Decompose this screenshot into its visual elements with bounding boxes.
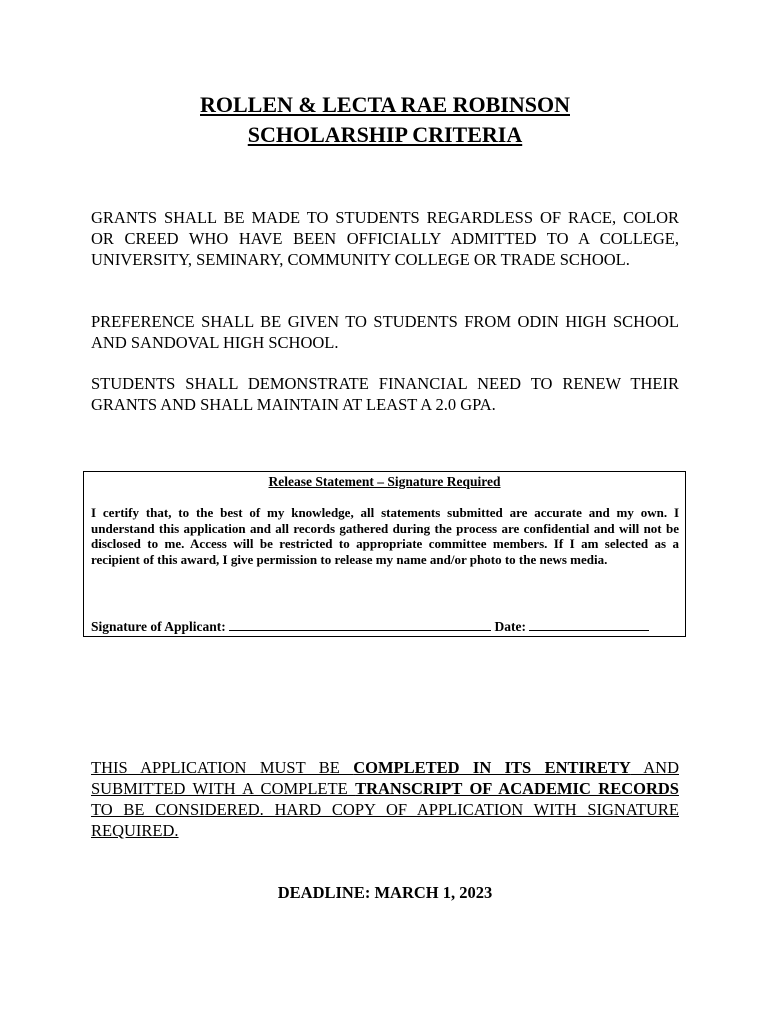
notice-emphasis-2: TRANSCRIPT OF ACADEMIC RECORDS bbox=[355, 779, 679, 798]
criteria-paragraph-1: GRANTS SHALL BE MADE TO STUDENTS REGARDLESS OF RACE, COLOR OR CREED WHO HAVE BEEN OFFICIALLY ADMITTED TO A COLLEGE, UNIVERSITY, SEMINARY, COMMUNITY COLLEGE OR TRADE SCHOOL. bbox=[91, 208, 679, 269]
title-line-1: ROLLEN & LECTA RAE ROBINSON bbox=[200, 92, 570, 117]
page-title bbox=[0, 90, 770, 150]
date-field[interactable] bbox=[529, 619, 649, 631]
criteria-paragraph-2: PREFERENCE SHALL BE GIVEN TO STUDENTS FROM ODIN HIGH SCHOOL AND SANDOVAL HIGH SCHOOL. bbox=[91, 312, 679, 352]
deadline: DEADLINE: MARCH 1, 2023 bbox=[277, 883, 493, 902]
release-statement-box bbox=[83, 471, 686, 637]
release-body: I certify that, to the best of my knowledge, all statements submitted are accurate and my own. I understand this application and all records gathered during the process are confidential and will not be disclosed to me. Access will be restricted to appropriate committee members. If I am selected as a recipient of this award, I give permission to release my name and/or photo to the news media. bbox=[91, 505, 679, 567]
release-heading: Release Statement – Signature Required bbox=[268, 474, 501, 489]
signature-row bbox=[91, 619, 681, 635]
notice-text-1: THIS APPLICATION MUST BE bbox=[91, 758, 354, 777]
notice-text-3: TO BE CONSIDERED. HARD COPY OF APPLICATION WITH SIGNATURE REQUIRED. bbox=[91, 800, 679, 840]
submission-notice bbox=[91, 757, 679, 841]
notice-emphasis-1: COMPLETED IN ITS ENTIRETY bbox=[353, 758, 631, 777]
title-line-2: SCHOLARSHIP CRITERIA bbox=[247, 122, 523, 147]
signature-label: Signature of Applicant: bbox=[91, 619, 226, 634]
notice-text-2: AND SUBMITTED WITH A COMPLETE bbox=[91, 758, 679, 798]
criteria-paragraph-3: STUDENTS SHALL DEMONSTRATE FINANCIAL NEED TO RENEW THEIR GRANTS AND SHALL MAINTAIN AT LEAST A 2.0 GPA. bbox=[91, 374, 679, 414]
signature-field[interactable] bbox=[229, 619, 491, 631]
date-label: Date: bbox=[494, 619, 527, 634]
